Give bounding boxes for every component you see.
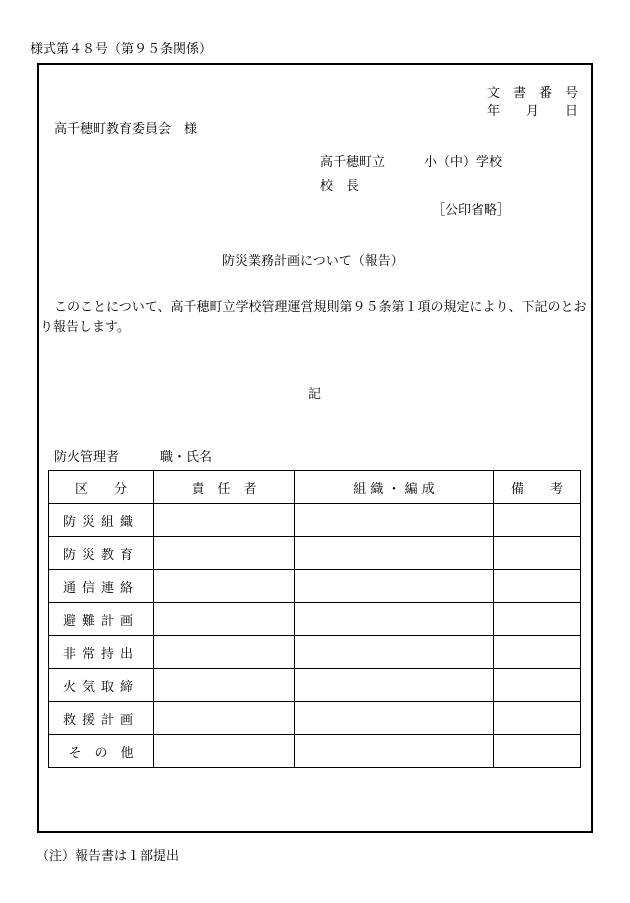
organization-cell[interactable]	[295, 504, 494, 537]
header-organization: 組 織 ・ 編 成	[295, 471, 494, 504]
table-row	[49, 603, 581, 636]
row-label: 非常持出	[49, 636, 154, 669]
sender-school: 高千穂町立 小（中）学校	[320, 155, 503, 170]
organization-cell[interactable]	[295, 570, 494, 603]
table-row	[49, 570, 581, 603]
subject-title: 防災業務計画について（報告）	[222, 254, 404, 269]
responsible-cell[interactable]	[154, 537, 295, 570]
remarks-cell[interactable]	[494, 669, 581, 702]
organization-cell[interactable]	[295, 735, 494, 768]
responsible-cell[interactable]	[154, 669, 295, 702]
remarks-cell[interactable]	[494, 636, 581, 669]
row-label: 救援計画	[49, 702, 154, 735]
remarks-cell[interactable]	[494, 603, 581, 636]
body-text: このことについて、高千穂町立学校管理運営規則第９５条第１項の規定により、下記のとおり報告します。	[40, 300, 587, 335]
responsible-cell[interactable]	[154, 735, 295, 768]
plan-table	[48, 470, 581, 768]
form-label: 様式第４８号（第９５条関係）	[30, 42, 213, 57]
header-responsible: 責 任 者	[154, 471, 295, 504]
row-label: そ の 他	[49, 735, 154, 768]
responsible-cell[interactable]	[154, 702, 295, 735]
document-number: 文 書 番 号	[487, 86, 579, 101]
responsible-cell[interactable]	[154, 504, 295, 537]
organization-cell[interactable]	[295, 537, 494, 570]
responsible-cell[interactable]	[154, 603, 295, 636]
table-row	[49, 636, 581, 669]
footnote: （注）報告書は１部提出	[36, 849, 180, 864]
table-row	[49, 504, 581, 537]
table-row	[49, 702, 581, 735]
table-row	[49, 537, 581, 570]
table-row	[49, 735, 581, 768]
remarks-cell[interactable]	[494, 504, 581, 537]
organization-cell[interactable]	[295, 669, 494, 702]
remarks-cell[interactable]	[494, 570, 581, 603]
organization-cell[interactable]	[295, 636, 494, 669]
remarks-cell[interactable]	[494, 702, 581, 735]
header-remarks: 備 考	[494, 471, 581, 504]
ki-mark: 記	[308, 387, 322, 402]
table-header-row	[49, 471, 581, 504]
table-row	[49, 669, 581, 702]
seal-note: ［公印省略］	[432, 203, 511, 218]
responsible-cell[interactable]	[154, 636, 295, 669]
document-date: 年 月 日	[487, 104, 579, 119]
row-label: 防災組織	[49, 504, 154, 537]
responsible-cell[interactable]	[154, 570, 295, 603]
fire-manager-value: 職・氏名	[160, 450, 213, 465]
row-label: 避難計画	[49, 603, 154, 636]
sender-title: 校 長	[320, 179, 360, 194]
row-label: 防災教育	[49, 537, 154, 570]
header-category: 区 分	[49, 471, 154, 504]
row-label: 火気取締	[49, 669, 154, 702]
fire-manager-label: 防火管理者	[54, 450, 120, 465]
organization-cell[interactable]	[295, 603, 494, 636]
organization-cell[interactable]	[295, 702, 494, 735]
remarks-cell[interactable]	[494, 735, 581, 768]
remarks-cell[interactable]	[494, 537, 581, 570]
row-label: 通信連絡	[49, 570, 154, 603]
addressee: 高千穂町教育委員会 様	[54, 122, 198, 137]
